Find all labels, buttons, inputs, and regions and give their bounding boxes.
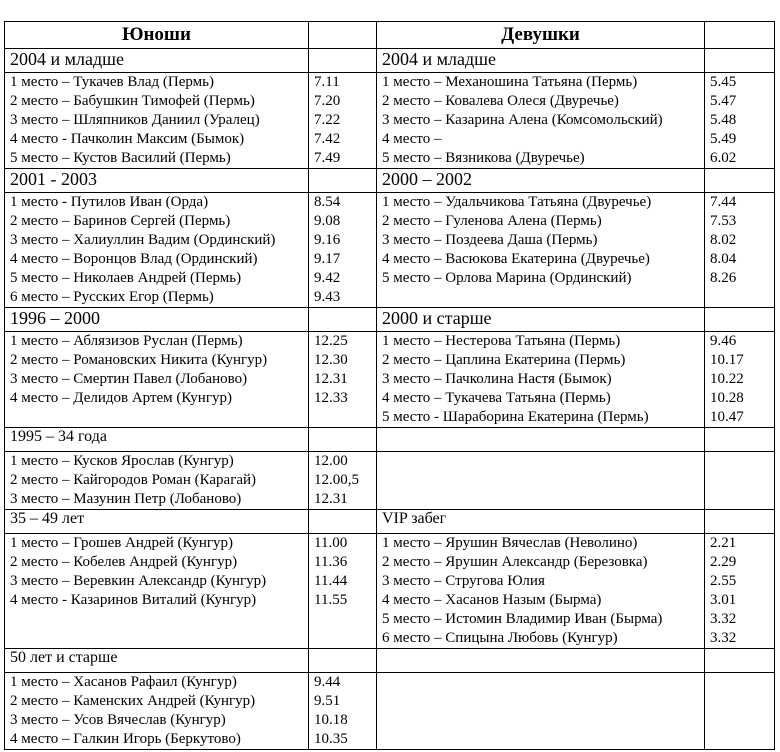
girls-result-line: 3 место – Казарина Алена (Комсомольский): [382, 112, 663, 128]
girls-result-line: 4 место –: [382, 131, 442, 147]
boys-result-line: 4 место - Казаринов Виталий (Кунгур): [10, 592, 257, 608]
boys-time: 11.36: [314, 554, 348, 570]
boys-time: 9.42: [314, 270, 341, 286]
girls-result-line: 6 место – Спицына Любовь (Кунгур): [382, 630, 618, 646]
boys-result-line: 3 место – Халиуллин Вадим (Ординский): [10, 232, 276, 248]
girls-group-title: [377, 649, 705, 673]
boys-group-title-spacer: [309, 169, 377, 193]
boys-times-cell: [309, 452, 377, 510]
girls-group-title: 2000 – 2002: [377, 169, 705, 193]
boys-time: 12.25: [314, 333, 348, 349]
girls-time: 9.46: [710, 333, 737, 349]
girls-result-line: 3 место – Поздеева Даша (Пермь): [382, 232, 598, 248]
boys-time: 8.54: [314, 194, 341, 210]
boys-result-line: 2 место – Каменских Андрей (Кунгур): [10, 693, 256, 709]
group-results-row: [5, 332, 775, 428]
boys-result-line: 4 место – Делидов Артем (Кунгур): [10, 390, 232, 406]
girls-result-line: 1 место – Ярушин Вячеслав (Неволино): [382, 535, 638, 551]
girls-time: 3.01: [710, 592, 737, 608]
girls-result-line: 5 место – Вязникова (Двуречье): [382, 150, 585, 166]
boys-time: 12.31: [314, 491, 348, 507]
girls-times-cell: [705, 332, 775, 428]
girls-group-title-spacer: [705, 428, 775, 452]
group-title-row: [5, 649, 775, 673]
group-results-row: [5, 534, 775, 649]
girls-result-line: 5 место – Орлова Марина (Ординский): [382, 270, 632, 286]
girls-times-cell: [705, 534, 775, 649]
boys-time: 12.31: [314, 371, 348, 387]
girls-time: 7.44: [710, 194, 737, 210]
group-title-row: [5, 308, 775, 332]
boys-result-line: 3 место – Шляпников Даниил (Уралец): [10, 112, 260, 128]
girls-group-title-spacer: [705, 649, 775, 673]
boys-time: 7.20: [314, 93, 341, 109]
boys-results-cell: [5, 673, 309, 750]
girls-results-cell: [377, 193, 705, 308]
girls-result-line: 3 место – Пачколина Настя (Бымок): [382, 371, 612, 387]
boys-time: 12.00: [314, 453, 348, 469]
boys-results-cell: [5, 73, 309, 169]
boys-result-line: 5 место – Николаев Андрей (Пермь): [10, 270, 242, 286]
girls-results-cell: [377, 673, 705, 750]
boys-result-line: 5 место – Кустов Василий (Пермь): [10, 150, 231, 166]
boys-result-line: 4 место – Галкин Игорь (Беркутово): [10, 731, 241, 747]
header-row: [5, 22, 775, 49]
boys-time: 12.30: [314, 352, 348, 368]
girls-time: 6.02: [710, 150, 737, 166]
girls-time: 10.22: [710, 371, 744, 387]
girls-group-title-spacer: [705, 308, 775, 332]
boys-result-line: 2 место – Кайгородов Роман (Карагай): [10, 472, 257, 488]
boys-group-title-spacer: [309, 49, 377, 73]
boys-times-cell: [309, 73, 377, 169]
boys-time: 7.49: [314, 150, 341, 166]
girls-times-cell: [705, 452, 775, 510]
girls-results-cell: [377, 534, 705, 649]
girls-result-line: 2 место – Ковалева Олеся (Двуречье): [382, 93, 619, 109]
boys-group-title-spacer: [309, 510, 377, 534]
girls-time: 3.32: [710, 630, 737, 646]
girls-time: 5.49: [710, 131, 737, 147]
girls-time: 8.26: [710, 270, 737, 286]
results-table: [4, 21, 775, 750]
girls-group-title: 2000 и старше: [377, 308, 705, 332]
girls-time: 5.45: [710, 74, 737, 90]
girls-result-line: 5 место - Шараборина Екатерина (Пермь): [382, 409, 649, 425]
boys-group-title: 50 лет и старше: [5, 649, 309, 673]
girls-times-cell: [705, 673, 775, 750]
boys-result-line: 2 место – Бабушкин Тимофей (Пермь): [10, 93, 255, 109]
boys-group-title: 1995 – 34 года: [5, 428, 309, 452]
group-results-row: [5, 673, 775, 750]
boys-result-line: 1 место – Аблязизов Руслан (Пермь): [10, 333, 243, 349]
boys-results-cell: [5, 193, 309, 308]
boys-times-cell: [309, 534, 377, 649]
girls-time: 2.55: [710, 573, 737, 589]
boys-result-line: 6 место – Русских Егор (Пермь): [10, 289, 214, 305]
girls-header: Девушки: [377, 22, 705, 49]
boys-header: Юноши: [5, 22, 309, 49]
girls-time: 3.32: [710, 611, 737, 627]
girls-results-cell: [377, 332, 705, 428]
girls-time: 5.47: [710, 93, 737, 109]
girls-group-title-spacer: [705, 49, 775, 73]
girls-result-line: 1 место – Удальчикова Татьяна (Двуречье): [382, 194, 652, 210]
girls-time: 10.28: [710, 390, 744, 406]
boys-group-title: 35 – 49 лет: [5, 510, 309, 534]
girls-time-header: [705, 22, 775, 49]
boys-group-title: 2001 - 2003: [5, 169, 309, 193]
girls-group-title: 2004 и младше: [377, 49, 705, 73]
girls-time: 2.21: [710, 535, 737, 551]
girls-result-line: 2 место – Гуленова Алена (Пермь): [382, 213, 602, 229]
boys-result-line: 1 место - Путилов Иван (Орда): [10, 194, 209, 210]
boys-time-header: [309, 22, 377, 49]
boys-result-line: 1 место – Тукачев Влад (Пермь): [10, 74, 214, 90]
boys-results-cell: [5, 452, 309, 510]
girls-group-title: [377, 428, 705, 452]
boys-times-cell: [309, 193, 377, 308]
boys-time: 10.35: [314, 731, 348, 747]
group-title-row: [5, 49, 775, 73]
boys-result-line: 3 место – Веревкин Александр (Кунгур): [10, 573, 267, 589]
boys-result-line: 1 место – Грошев Андрей (Кунгур): [10, 535, 234, 551]
boys-result-line: 2 место – Романовских Никита (Кунгур): [10, 352, 268, 368]
group-results-row: [5, 193, 775, 308]
boys-result-line: 2 место – Баринов Сергей (Пермь): [10, 213, 231, 229]
girls-results-cell: [377, 452, 705, 510]
boys-result-line: 3 место – Мазунин Петр (Лобаново): [10, 491, 242, 507]
boys-group-title-spacer: [309, 428, 377, 452]
girls-result-line: 4 место – Тукачева Татьяна (Пермь): [382, 390, 611, 406]
boys-time: 11.44: [314, 573, 348, 589]
girls-time: 10.47: [710, 409, 744, 425]
boys-time: 9.16: [314, 232, 341, 248]
boys-result-line: 1 место – Кусков Ярослав (Кунгур): [10, 453, 234, 469]
girls-result-line: 2 место – Цаплина Екатерина (Пермь): [382, 352, 626, 368]
group-title-row: [5, 510, 775, 534]
girls-result-line: 4 место – Хасанов Назым (Бырма): [382, 592, 602, 608]
girls-time: 2.29: [710, 554, 737, 570]
boys-time: 7.22: [314, 112, 341, 128]
girls-results-cell: [377, 73, 705, 169]
boys-time: 9.08: [314, 213, 341, 229]
boys-time: 10.18: [314, 712, 348, 728]
boys-time: 11.55: [314, 592, 348, 608]
girls-time: 7.53: [710, 213, 737, 229]
boys-time: 9.17: [314, 251, 341, 267]
girls-result-line: 1 место – Нестерова Татьяна (Пермь): [382, 333, 621, 349]
boys-result-line: 2 место – Кобелев Андрей (Кунгур): [10, 554, 238, 570]
girls-result-line: 5 место – Истомин Владимир Иван (Бырма): [382, 611, 663, 627]
boys-time: 12.00,5: [314, 472, 359, 488]
boys-time: 7.11: [314, 74, 340, 90]
girls-times-cell: [705, 193, 775, 308]
group-title-row: [5, 428, 775, 452]
boys-time: 9.51: [314, 693, 341, 709]
girls-group-title: VIP забег: [377, 510, 705, 534]
boys-results-cell: [5, 332, 309, 428]
girls-times-cell: [705, 73, 775, 169]
girls-result-line: 3 место – Стругова Юлия: [382, 573, 545, 589]
boys-group-title-spacer: [309, 649, 377, 673]
boys-time: 9.44: [314, 674, 341, 690]
girls-time: 5.48: [710, 112, 737, 128]
boys-group-title-spacer: [309, 308, 377, 332]
boys-result-line: 3 место – Смертин Павел (Лобаново): [10, 371, 248, 387]
boys-times-cell: [309, 332, 377, 428]
girls-group-title-spacer: [705, 169, 775, 193]
girls-time: 8.02: [710, 232, 737, 248]
boys-time: 9.43: [314, 289, 341, 305]
group-title-row: [5, 169, 775, 193]
group-results-row: [5, 73, 775, 169]
boys-time: 12.33: [314, 390, 348, 406]
boys-time: 11.00: [314, 535, 348, 551]
boys-result-line: 4 место – Воронцов Влад (Ординский): [10, 251, 258, 267]
boys-result-line: 1 место – Хасанов Рафаил (Кунгур): [10, 674, 237, 690]
girls-group-title-spacer: [705, 510, 775, 534]
boys-group-title: 2004 и младше: [5, 49, 309, 73]
girls-result-line: 2 место – Ярушин Александр (Березовка): [382, 554, 648, 570]
results-table-body: [5, 22, 775, 750]
girls-time: 8.04: [710, 251, 737, 267]
boys-results-cell: [5, 534, 309, 649]
group-results-row: [5, 452, 775, 510]
girls-time: 10.17: [710, 352, 744, 368]
boys-times-cell: [309, 673, 377, 750]
boys-time: 7.42: [314, 131, 341, 147]
boys-group-title: 1996 – 2000: [5, 308, 309, 332]
boys-result-line: 4 место - Пачколин Максим (Бымок): [10, 131, 245, 147]
girls-result-line: 1 место – Механошина Татьяна (Пермь): [382, 74, 638, 90]
girls-result-line: 4 место – Васюкова Екатерина (Двуречье): [382, 251, 650, 267]
boys-result-line: 3 место – Усов Вячеслав (Кунгур): [10, 712, 226, 728]
